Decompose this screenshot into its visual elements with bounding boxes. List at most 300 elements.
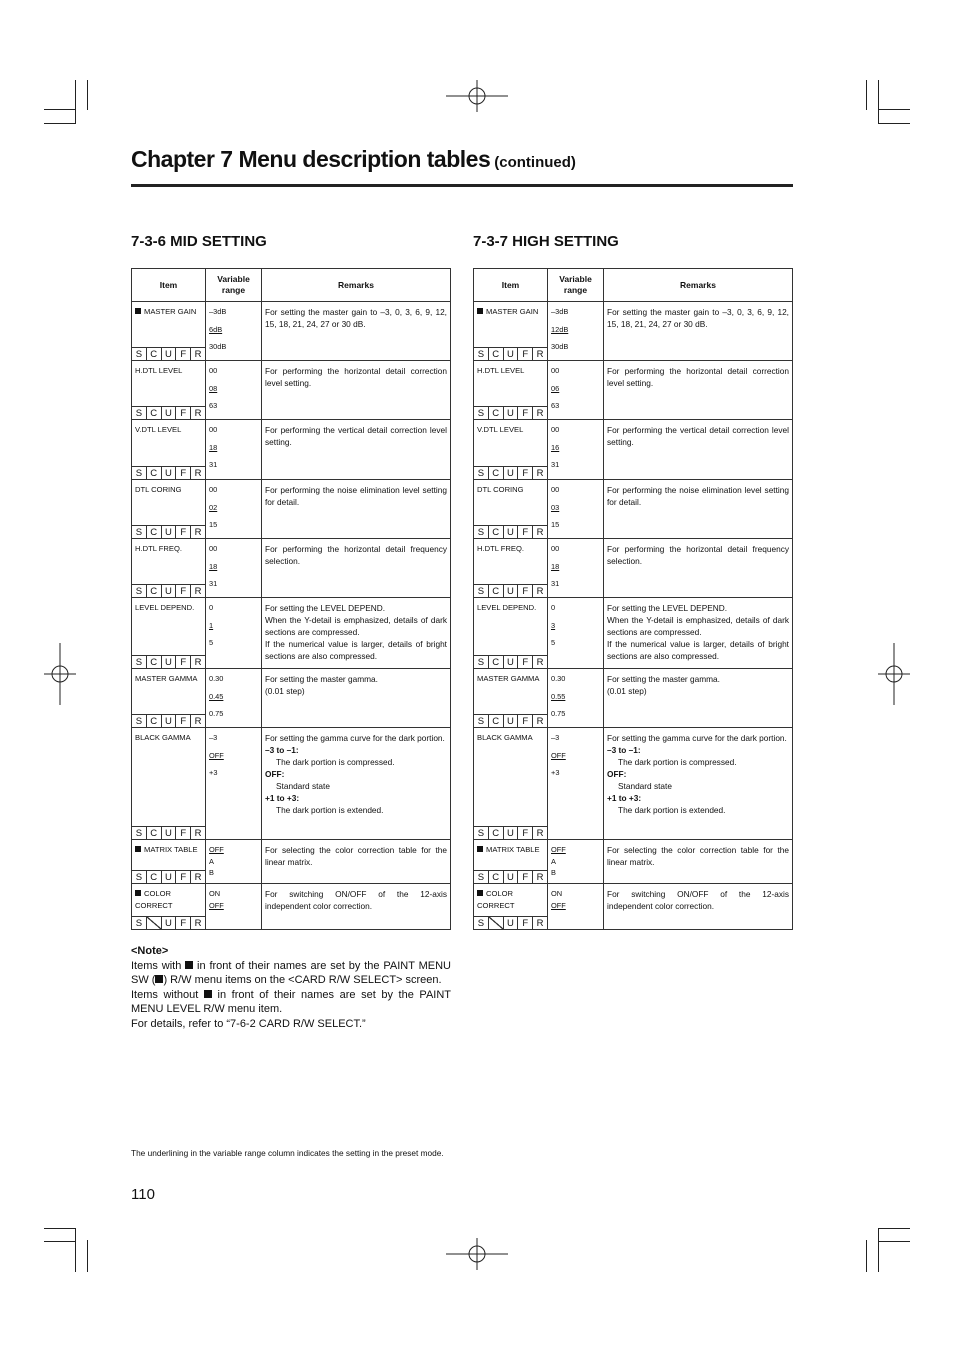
mode-flags [132, 916, 205, 929]
mode-flag: U [504, 916, 519, 929]
item-name-text: DTL CORING [477, 485, 524, 494]
mode-flag: R [191, 826, 205, 839]
variable-range [206, 302, 261, 356]
item-name [135, 484, 182, 496]
mode-flag: F [176, 714, 191, 727]
mode-flag: S [132, 406, 147, 419]
remark-line: The dark portion is compressed. [276, 757, 395, 767]
remarks-cell [262, 598, 451, 669]
mode-flag: R [191, 714, 205, 727]
mode-flag: F [518, 826, 533, 839]
item-name-text: DTL CORING [135, 485, 182, 494]
chapter-rule [131, 184, 793, 187]
range-value: 00 [551, 485, 560, 494]
mode-flag: S [474, 655, 489, 668]
item-name-line [477, 732, 533, 744]
mode-flag: F [518, 655, 533, 668]
mode-flag: R [533, 714, 547, 727]
remark-line: For setting the gamma curve for the dark portion. [265, 733, 445, 743]
item-cell [132, 598, 206, 669]
note-text: in front of their names are set by the PAINT MENU SW ( [131, 959, 451, 986]
range-value: 00 [209, 425, 218, 434]
mode-flag: R [191, 406, 205, 419]
range-cell [548, 420, 604, 480]
note-paragraph-3: For details, refer to “7-6-2 CARD R/W SELECT.” [131, 1017, 366, 1030]
remark-line: +1 to +3: [265, 793, 300, 803]
range-value: A [209, 856, 214, 866]
item-name-line [477, 424, 523, 436]
variable-range [548, 598, 603, 652]
mode-flag: C [489, 466, 504, 479]
mode-flag: R [533, 584, 547, 597]
item-name-line [477, 306, 538, 318]
range-default-value: 1 [209, 620, 214, 630]
registration-mark [878, 643, 910, 705]
mode-flags [474, 406, 547, 419]
item-cell [132, 884, 206, 930]
mode-flag: R [191, 525, 205, 538]
range-default-value: 16 [551, 442, 560, 452]
section-title-high: 7-3-7 HIGH SETTING [473, 233, 619, 250]
crop-mark [879, 1241, 910, 1242]
item-name-line [135, 602, 194, 614]
item-cell [132, 420, 206, 480]
square-bullet-icon [185, 961, 193, 969]
remarks-text [604, 539, 792, 567]
item-name-line [135, 365, 182, 377]
mode-flag: C [147, 347, 162, 360]
mode-flag: S [132, 714, 147, 727]
crop-mark [44, 123, 75, 124]
range-cell [206, 539, 262, 598]
mode-flag: S [132, 347, 147, 360]
table-row [474, 669, 793, 728]
mode-flags [474, 655, 547, 668]
mode-flag: U [162, 347, 177, 360]
table-row [474, 598, 793, 669]
range-value: B [551, 868, 556, 877]
mode-flag: C [147, 584, 162, 597]
remarks-text [262, 669, 450, 697]
range-value: 31 [551, 460, 560, 469]
range-default-value: OFF [209, 900, 224, 910]
remark-line: For performing the noise elimination level setting for detail. [265, 485, 447, 507]
item-name-line [477, 888, 515, 900]
item-name-text: LEVEL DEPEND. [135, 603, 195, 612]
crop-mark [44, 1241, 75, 1242]
range-value: +3 [209, 768, 218, 777]
square-bullet-icon [135, 890, 141, 896]
item-name-text: MASTER GAMMA [477, 674, 540, 683]
mid-setting-table [131, 268, 451, 930]
remark-line: For setting the master gamma. [265, 674, 378, 684]
remarks-text [262, 302, 450, 330]
mode-flag: U [162, 826, 177, 839]
crop-mark [44, 109, 75, 110]
range-value: 63 [209, 401, 218, 410]
remark-line: (0.01 step) [607, 686, 647, 696]
mode-flags [474, 870, 547, 883]
range-cell [206, 840, 262, 884]
table-row [132, 598, 451, 669]
item-name [135, 673, 197, 685]
item-cell [474, 302, 548, 361]
range-value: 30dB [551, 342, 569, 351]
remark-line: For setting the master gain to –3, 0, 3, 6, 9, 12, 15, 18, 21, 24, 27 or 30 dB. [607, 307, 789, 329]
mode-flag: U [504, 655, 519, 668]
range-value: ON [551, 889, 563, 898]
square-bullet-icon [477, 890, 483, 896]
item-name-text: COLOR [144, 889, 172, 898]
mode-flag: F [176, 655, 191, 668]
remarks-text [604, 669, 792, 697]
remarks-text [604, 884, 792, 912]
variable-range [548, 302, 603, 356]
variable-range [548, 480, 603, 534]
range-value: 63 [551, 401, 560, 410]
item-name-line [477, 673, 539, 685]
remarks-text [604, 728, 792, 816]
crop-mark [879, 1228, 910, 1229]
item-cell [132, 539, 206, 598]
item-cell [132, 480, 206, 539]
range-value: 00 [551, 544, 560, 553]
remark-line: OFF: [265, 769, 285, 779]
range-default-value: 0.45 [209, 691, 224, 701]
range-value: 31 [209, 579, 218, 588]
remark-line: Standard state [276, 781, 330, 791]
range-value: A [551, 856, 556, 866]
remarks-text [604, 420, 792, 448]
range-cell [548, 669, 604, 728]
item-name [477, 365, 524, 377]
mode-flag: C [147, 826, 162, 839]
note-text: Items with [131, 959, 186, 972]
variable-range [206, 539, 261, 593]
remark-line: For setting the master gain to –3, 0, 3, 6, 9, 12, 15, 18, 21, 24, 27 or 30 dB. [265, 307, 447, 329]
table-row [474, 728, 793, 840]
mode-flag: R [191, 584, 205, 597]
range-value: 31 [551, 579, 560, 588]
remarks-cell [262, 669, 451, 728]
mode-flag: C [489, 714, 504, 727]
mode-flag: S [474, 525, 489, 538]
mode-flag: F [176, 525, 191, 538]
range-value: –3 [551, 733, 560, 742]
mode-flag: U [162, 714, 177, 727]
range-value: 0.75 [209, 709, 224, 718]
item-cell [474, 420, 548, 480]
note-text: in front of their names are set by the PAINT MENU LEVEL R/W menu item. [131, 988, 452, 1015]
remark-line: +1 to +3: [607, 793, 642, 803]
table-row [474, 480, 793, 539]
mode-flag-unavailable [147, 916, 162, 929]
range-value: –3 [209, 733, 218, 742]
crop-mark [879, 123, 910, 124]
mode-flag: U [504, 347, 519, 360]
range-value: 00 [209, 544, 218, 553]
table-row [132, 539, 451, 598]
remark-line: –3 to –1: [265, 745, 299, 755]
crop-mark [879, 109, 910, 110]
square-bullet-icon [135, 846, 141, 852]
crop-mark [75, 80, 76, 124]
remarks-cell [262, 728, 451, 840]
remark-line: For switching ON/OFF of the 12-axis independent color correction. [607, 889, 789, 911]
item-cell [132, 669, 206, 728]
mode-flag: R [191, 870, 205, 883]
remark-line: For selecting the color correction table for the linear matrix. [265, 845, 447, 867]
range-value: 00 [209, 366, 218, 375]
item-name [135, 888, 173, 911]
item-cell [474, 539, 548, 598]
variable-range [548, 884, 603, 911]
item-cell [474, 728, 548, 840]
variable-range [548, 669, 603, 723]
item-name [135, 543, 182, 555]
mode-flag: C [489, 347, 504, 360]
range-cell [548, 598, 604, 669]
remarks-cell [262, 840, 451, 884]
remarks-cell [604, 728, 793, 840]
table-row [474, 840, 793, 884]
table-row [132, 420, 451, 480]
mode-flag: C [489, 525, 504, 538]
mode-flags [132, 714, 205, 727]
table-row [132, 884, 451, 930]
item-name [135, 602, 194, 614]
range-cell [548, 302, 604, 361]
item-name-text: BLACK GAMMA [477, 733, 533, 742]
variable-range [206, 728, 261, 782]
mode-flag: R [191, 466, 205, 479]
mode-flag: R [533, 826, 547, 839]
range-value: 0.75 [551, 709, 566, 718]
remarks-cell [604, 302, 793, 361]
range-value: ON [209, 889, 221, 898]
remarks-text [604, 361, 792, 389]
variable-range [206, 840, 261, 879]
registration-mark [446, 1238, 508, 1270]
item-name-text: H.DTL FREQ. [135, 544, 182, 553]
range-cell [548, 539, 604, 598]
mode-flag: F [176, 870, 191, 883]
crop-mark [44, 1228, 75, 1229]
range-default-value: 0.55 [551, 691, 566, 701]
remark-line: If the numerical value is larger, details of bright sections are also compressed. [607, 639, 789, 661]
header-range: Variable range [206, 269, 262, 302]
mode-flag: C [489, 870, 504, 883]
range-cell [206, 420, 262, 480]
mode-flag: S [132, 916, 147, 929]
range-default-value: OFF [551, 750, 566, 760]
range-value: 0.30 [551, 674, 566, 683]
high-setting-table [473, 268, 793, 930]
variable-range [206, 480, 261, 534]
mode-flag: U [162, 655, 177, 668]
table-row [474, 361, 793, 420]
mode-flag: S [132, 466, 147, 479]
item-name [477, 306, 538, 318]
item-name [477, 888, 515, 911]
mode-flag: R [533, 870, 547, 883]
item-name-text: COLOR [486, 889, 514, 898]
mode-flag: U [504, 525, 519, 538]
table-row [474, 302, 793, 361]
range-cell [206, 598, 262, 669]
mode-flag: S [474, 916, 489, 929]
remarks-text [604, 840, 792, 868]
remark-line: If the numerical value is larger, details of bright sections are also compressed. [265, 639, 447, 661]
mode-flag: S [474, 406, 489, 419]
range-cell [548, 480, 604, 539]
range-cell [548, 884, 604, 930]
mode-flag: U [162, 584, 177, 597]
item-name-line [477, 365, 524, 377]
mode-flag: U [162, 870, 177, 883]
item-name-line: CORRECT [477, 900, 515, 910]
mode-flag: C [489, 584, 504, 597]
remark-line: Standard state [618, 781, 672, 791]
table-row [132, 840, 451, 884]
item-name-line [135, 424, 181, 436]
item-name [477, 543, 524, 555]
remark-line: OFF: [607, 769, 627, 779]
mode-flag: U [162, 406, 177, 419]
footnote: The underlining in the variable range column indicates the setting in the preset mode. [131, 1148, 444, 1158]
mode-flag: U [162, 466, 177, 479]
item-name [135, 424, 181, 436]
item-name-line [135, 484, 182, 496]
mode-flag: R [191, 916, 205, 929]
item-name-line [477, 844, 540, 856]
range-default-value: 18 [209, 561, 218, 571]
range-cell [206, 302, 262, 361]
header-remarks: Remarks [262, 269, 451, 302]
remark-line: When the Y-detail is emphasized, details of dark sections are compressed. [265, 615, 447, 637]
remarks-text [262, 728, 450, 816]
range-cell [206, 884, 262, 930]
remarks-cell [604, 840, 793, 884]
item-name-line [477, 602, 536, 614]
mode-flags [474, 525, 547, 538]
item-name-line [135, 732, 191, 744]
range-default-value: 08 [209, 383, 218, 393]
mode-flags [132, 584, 205, 597]
mode-flag: S [132, 826, 147, 839]
variable-range [548, 728, 603, 782]
item-name-text: V.DTL LEVEL [135, 425, 182, 434]
remark-line: For performing the horizontal detail correction level setting. [607, 366, 789, 388]
table-row [132, 669, 451, 728]
item-name-line [135, 844, 198, 856]
mode-flag: C [147, 525, 162, 538]
table-row [132, 480, 451, 539]
table-row [474, 884, 793, 930]
page-number: 110 [131, 1186, 155, 1203]
mode-flags [474, 714, 547, 727]
item-cell [474, 598, 548, 669]
variable-range [548, 539, 603, 593]
mode-flags [132, 826, 205, 839]
range-default-value: 6dB [209, 324, 223, 334]
variable-range [206, 598, 261, 652]
mode-flag: U [504, 714, 519, 727]
item-name-line [477, 484, 524, 496]
mode-flags [474, 584, 547, 597]
item-name-line [477, 543, 524, 555]
range-cell [206, 361, 262, 420]
item-name [135, 365, 182, 377]
item-name-line [135, 673, 197, 685]
square-bullet-icon [477, 308, 483, 314]
range-value: 00 [551, 366, 560, 375]
range-value: 5 [209, 638, 214, 647]
header-range: Variable range [548, 269, 604, 302]
mode-flags [132, 655, 205, 668]
remark-line: For setting the master gamma. [607, 674, 720, 684]
chapter-continued: (continued) [494, 154, 576, 171]
crop-mark [75, 1228, 76, 1272]
range-value: +3 [551, 768, 560, 777]
item-name [135, 306, 196, 318]
mode-flag: F [518, 525, 533, 538]
mode-flag: S [132, 525, 147, 538]
range-value: 5 [551, 638, 556, 647]
mode-flag: C [489, 655, 504, 668]
mode-flag: R [191, 347, 205, 360]
mode-flag: C [147, 655, 162, 668]
range-value: 00 [551, 425, 560, 434]
mode-flags [474, 347, 547, 360]
mode-flag: R [533, 525, 547, 538]
crop-mark [87, 1240, 88, 1272]
remark-line: The dark portion is extended. [618, 805, 726, 815]
mode-flag: R [533, 466, 547, 479]
mode-flags [132, 466, 205, 479]
mode-flag: C [147, 466, 162, 479]
item-name [135, 732, 191, 744]
remark-line: For performing the horizontal detail frequency selection. [607, 544, 789, 566]
note-text: Items without [131, 988, 204, 1001]
mode-flags [132, 525, 205, 538]
variable-range [548, 840, 603, 879]
mode-flag: C [147, 870, 162, 883]
range-default-value: 06 [551, 383, 560, 393]
mode-flag: F [518, 584, 533, 597]
variable-range [206, 884, 261, 911]
mode-flags [132, 347, 205, 360]
crop-mark [878, 80, 879, 124]
remark-line: For selecting the color correction table for the linear matrix. [607, 845, 789, 867]
mode-flag: S [132, 584, 147, 597]
mode-flag: R [533, 347, 547, 360]
mode-flag: F [176, 916, 191, 929]
remark-line: The dark portion is extended. [276, 805, 384, 815]
range-default-value: 18 [209, 442, 218, 452]
remark-line: For performing the noise elimination level setting for detail. [607, 485, 789, 507]
note-text: ) R/W menu items on the <CARD R/W SELECT> screen. [163, 974, 442, 986]
range-value: 31 [209, 460, 218, 469]
mode-flag: C [489, 406, 504, 419]
remarks-cell [604, 480, 793, 539]
range-value: 30dB [209, 342, 227, 351]
mode-flag: U [504, 466, 519, 479]
range-default-value: OFF [551, 900, 566, 910]
range-cell [206, 728, 262, 840]
mode-flag: U [162, 525, 177, 538]
header-item: Item [132, 269, 206, 302]
